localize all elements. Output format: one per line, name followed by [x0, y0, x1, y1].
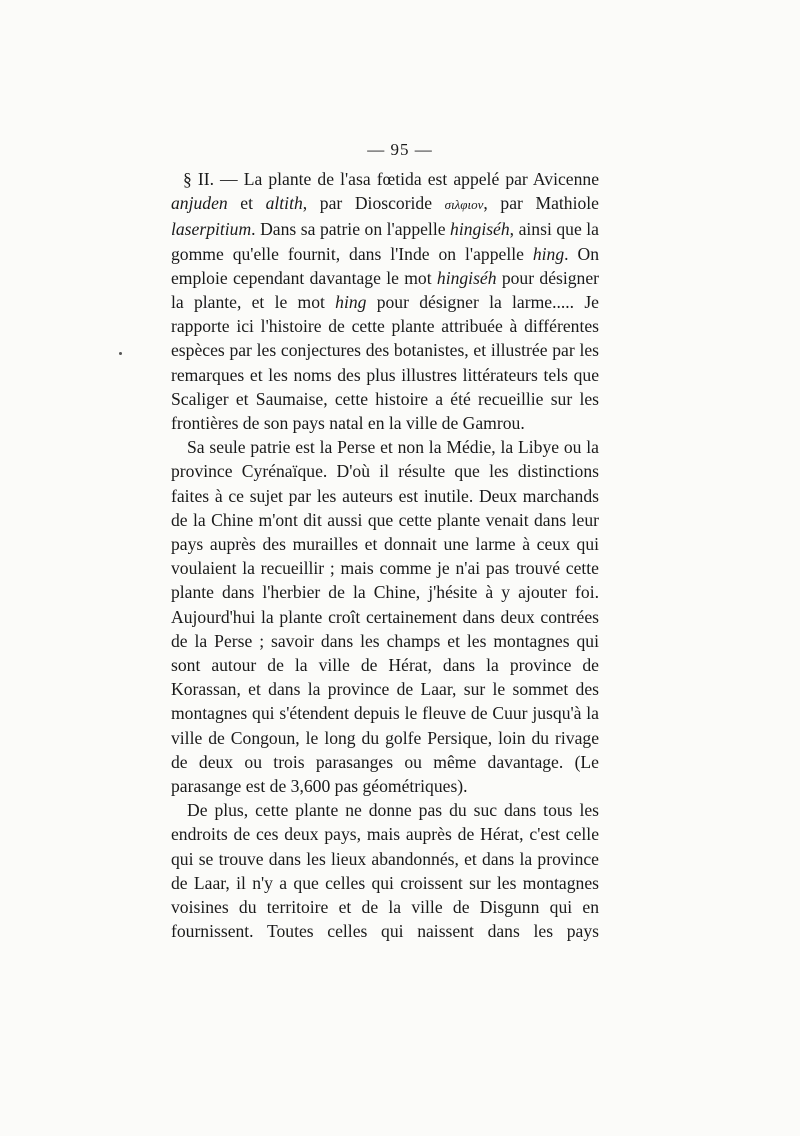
text-run: Sa seule patrie est la Perse et non la Médie, la Libye ou la province Cyrénaïque. D'où il résulte que les distinctions faites à ce sujet par les auteurs est inutile. Deux marchands de la Chine m'ont dit aussi que cette plante venait dans leur pays auprès des murailles et donnait une larme à ceux qui voulaient la recueillir ; mais comme je n'ai pas trouvé cette plante dans l'herbier de la Chine, j'hésite à y ajouter foi. Aujourd'hui la plante croît certainement dans deux contrées de la Perse ; savoir dans les champs et les montagnes qui sont autour de la ville de Hérat, dans la province de Korassan, et dans la province de Laar, sur le sommet des montagnes qui s'étendent depuis le fleuve de Cuur jusqu'à la ville de Congoun, le long du golfe Persique, loin du rivage de deux ou trois parasanges ou même davantage. (Le parasange est de 3,600 pas géométriques).	[171, 437, 599, 797]
text-run: pour désigner la larme..... Je rapporte ici l'histoire de cette plante attribuée à différentes espèces par les conjectures des botanistes, et illustrée par les remarques et les noms des plus illustres littérateurs tels que Scaliger et Saumaise, cette histoire a été recueillie sur les frontières de son pays natal en la ville de Gamrou.	[171, 292, 599, 434]
ink-speck	[119, 352, 122, 355]
italic-term: anjuden	[171, 193, 228, 214]
text-run: § II. — La plante de l'asa fœtida est appelé par Avicenne	[183, 169, 599, 189]
text-run: De plus, cette plante ne donne pas du suc dans tous les endroits de ces deux pays, mais auprès de Hérat, c'est celle qui se trouve dans les lieux abandonnés, et dans la province de Laar, il n'y a que celles qui croissent sur les montagnes voisines du territoire et de la ville de Disgunn qui en fournissent. Toutes celles qui naissent dans les pays	[171, 800, 599, 942]
text-run: , par Dioscoride	[302, 193, 445, 214]
paragraph-3	[171, 798, 599, 943]
italic-term: altith	[265, 193, 303, 214]
page-number: — 95 —	[367, 140, 433, 159]
italic-term: hingiséh	[450, 219, 510, 240]
text-run: . Dans sa patrie on l'appelle	[251, 219, 451, 240]
italic-term: hingiséh	[436, 267, 497, 288]
italic-term: hing	[335, 292, 367, 313]
paragraph-1	[171, 167, 599, 435]
body-text	[171, 167, 599, 944]
text-run: . On emploie cependant davantage le mot	[171, 243, 599, 288]
italic-term: hing	[532, 243, 565, 264]
text-run: pour désigner la plante, et le mot	[171, 267, 599, 313]
italic-term: laserpitium	[171, 219, 252, 240]
greek-term: σιλφιον	[444, 197, 484, 213]
text-run: , ainsi que la gomme qu'elle fournit, dans l'Inde on l'appelle	[171, 219, 599, 264]
paragraph-2	[171, 435, 599, 798]
text-run: et	[227, 193, 266, 214]
text-run: , par Mathiole	[483, 193, 599, 214]
